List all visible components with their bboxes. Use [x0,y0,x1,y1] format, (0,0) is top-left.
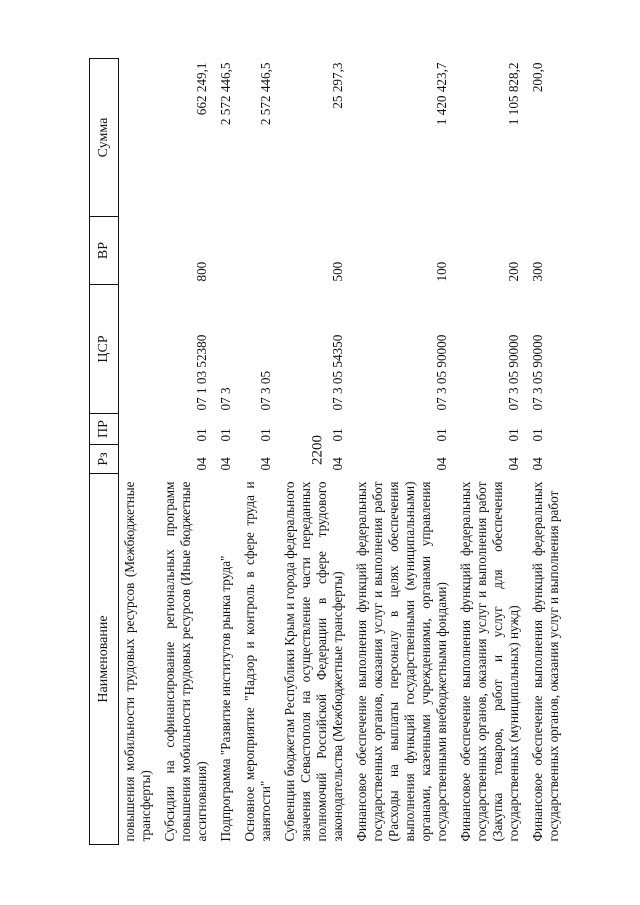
budget-table [89,58,568,845]
cell-pr: 01 [506,428,521,442]
cell-vr: 800 [194,261,209,282]
cell-sum: 25 297,3 [330,62,345,109]
cell-pr [119,414,161,445]
header-name: Наименование [90,474,119,845]
cell-name: Субвенции бюджетам Республики Крым и города федерального значения Севастополя на осуществление части переданных полномочий Российской Федерации в сфере трудового законодательства (Межбюджетные трансферты) [282,481,345,842]
cell-sum: 1 105 828,2 [506,62,521,126]
cell-sum: 2 572 446,5 [218,62,233,126]
cell-vr [216,217,240,285]
cell-rz [119,445,161,474]
cell-name: Субсидии на софинансирование региональных программ повышения мобильности трудовых ресурсов (Иные бюджетные ассигнования) [162,481,209,842]
table-row [528,59,568,845]
cell-csr [119,285,161,414]
table-row [456,59,528,845]
header-csr: ЦСР [90,285,119,414]
cell-csr: 07 3 05 [258,370,273,411]
table-header-row [90,59,119,845]
cell-sum: 662 249,1 [194,62,209,116]
cell-name: Финансовое обеспечение выполнения функций федеральных государственных органов, оказания услуг и выполнения работ (Расходы на выплаты персоналу в целях обеспечения выполнения функций государственными (муниципальными) органами, казенными учреждениями, органами управления государственными внебюджетными фондами) [354,481,449,842]
cell-csr: 07 3 05 54350 [330,334,345,411]
cell-pr: 01 [258,428,273,442]
header-vr: ВР [90,217,119,285]
cell-name: Финансовое обеспечение выполнения функций федеральных государственных органов, оказания услуг и выполнения работ (Закупка товаров, работ и услуг для обеспечения государственных (муниципальных) нужд) [458,481,521,842]
cell-sum: 1 420 423,7 [434,62,449,126]
cell-pr: 01 [330,428,345,442]
cell-rz: 04 [258,457,273,471]
cell-rz: 04 [530,457,545,471]
cell-sum: 200,0 [530,62,545,93]
table-row [280,59,352,845]
cell-vr: 500 [330,261,345,282]
table-row [119,59,161,845]
cell-vr: 100 [434,261,449,282]
cell-rz: 04 [330,457,345,471]
header-rz: Рз [90,445,119,474]
cell-vr [119,217,161,285]
cell-vr: 200 [506,261,521,282]
cell-sum [119,59,161,217]
page-number: 2200 [309,435,326,465]
cell-name: Финансовое обеспечение выполнения функций федеральных государственных органов, оказания услуг и выполнения работ [530,481,561,842]
cell-rz: 04 [218,457,233,471]
cell-rz: 04 [506,457,521,471]
header-pr: ПР [90,414,119,445]
cell-name: Подпрограмма "Развитие институтов рынка труда" [218,555,233,842]
cell-name: повышения мобильности трудовых ресурсов (Межбюджетные трансферты) [122,481,153,842]
cell-rz: 04 [194,457,209,471]
cell-vr: 300 [530,261,545,282]
cell-pr: 01 [530,428,545,442]
table-row [240,59,280,845]
cell-csr: 07 3 [218,387,233,411]
cell-name: Основное мероприятие "Надзор и контроль в сфере труда и занятости" [242,481,273,842]
header-sum: Сумма [90,59,119,217]
cell-pr: 01 [194,428,209,442]
rotated-page-content [89,59,589,845]
cell-pr: 01 [434,428,449,442]
cell-csr: 07 1 03 52380 [194,334,209,411]
cell-sum: 2 572 446,5 [258,62,273,126]
cell-csr: 07 3 05 90000 [434,334,449,411]
table-row [352,59,456,845]
cell-vr [240,217,280,285]
cell-rz: 04 [434,457,449,471]
cell-pr: 01 [218,428,233,442]
table-row [160,59,216,845]
cell-csr: 07 3 05 90000 [530,334,545,411]
cell-csr: 07 3 05 90000 [506,334,521,411]
table-row [216,59,240,845]
